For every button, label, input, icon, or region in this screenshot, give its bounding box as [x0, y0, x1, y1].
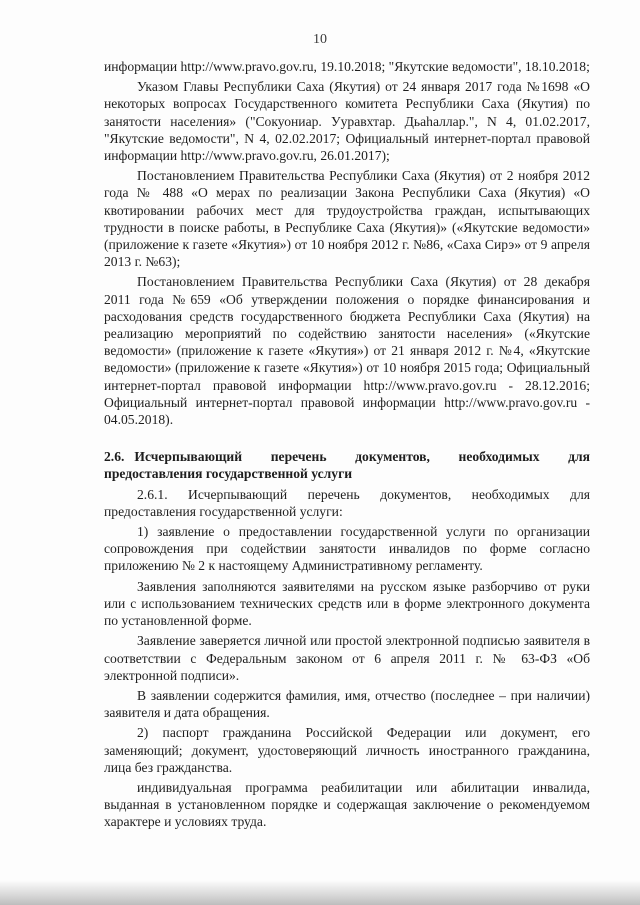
paragraph: индивидуальная программа реабилитации или абилитации инвалида, выданная в установленном порядке и содержащая заключение о рекомендуемом характере и условиях труда. [104, 779, 590, 830]
paragraph: Постановлением Правительства Республики Саха (Якутия) от 2 ноября 2012 года № 488 «О мерах по реализации Закона Республики Саха (Якутия) «О квотировании рабочих мест для трудоустройства граждан, испытывающих трудности в поиске работы, в Республике Саха (Якутия)» («Якутские ведомости» (приложение к газете «Якутия») от 10 ноября 2012 г. №86, «Саха Сирэ» от 9 апреля 2013 г. №63); [104, 168, 590, 270]
paragraph: информации http://www.pravo.gov.ru, 19.10.2018; "Якутские ведомости", 18.10.2018; [104, 59, 590, 74]
paragraph: 2.6.1. Исчерпывающий перечень документов, необходимых для предоставления государственной услуги: [104, 486, 590, 519]
section-heading [104, 448, 590, 482]
paragraph: В заявлении содержится фамилия, имя, отчество (последнее – при наличии) заявителя и дата обращения. [104, 687, 590, 721]
paragraph: 1) заявление о предоставлении государственной услуги по организации сопровождения при содействии занятости инвалидов по форме согласно приложению № 2 к настоящему Административному регламенту. [104, 524, 590, 574]
scan-edge [0, 880, 640, 905]
paragraph: Указом Главы Республики Саха (Якутия) от 24 января 2017 года №1698 «О некоторых вопросах Государственного комитета Республики Саха (Якутия) по занятости населения» ("Сокуониар. Ууравхтар. Дьаhаллар.", N 4, 01.02.2017, "Якутские ведомости", N 4, 02.02.2017; Официальный интернет-портал правовой информации http://www.pravo.gov.ru, 26.01.2017); [104, 79, 590, 164]
paragraph: Заявление заверяется личной или простой электронной подписью заявителя в соответствии с Федеральным законом от 6 апреля 2011 г. № 63-ФЗ «Об электронной подписи». [104, 633, 590, 683]
section-title: Исчерпывающий перечень документов, необходимых для предоставления государственной услуги [104, 449, 590, 482]
paragraph: 2) паспорт гражданина Российской Федерации или документ, его заменяющий; документ, удостоверяющий личность иностранного гражданина, лица без гражданства. [104, 725, 590, 775]
paragraph: Заявления заполняются заявителями на русском языке разборчиво от руки или с использованием технических средств или в форме электронного документа по установленной форме. [104, 578, 590, 629]
paragraph: Постановлением Правительства Республики Саха (Якутия) от 28 декабря 2011 года №659 «Об утверждении положения о порядке финансирования и расходования средств государственного бюджета Республики Саха (Якутия) на реализацию мероприятий по содействию занятости населения» («Якутские ведомости» (приложение к газете «Якутия») от 21 января 2012 г. №4, «Якутские ведомости» (приложение к газете «Якутия») от 10 ноября 2015 года; Официальный интернет-портал правовой информации http://www.pravo.gov.ru - 28.12.2016; Официальный интернет-портал правовой информации http://www.pravo.gov.ru - 04.05.2018). [104, 274, 590, 428]
document-body [104, 58, 590, 834]
page-number: 10 [313, 32, 327, 47]
section-number: 2.6. [104, 449, 125, 465]
